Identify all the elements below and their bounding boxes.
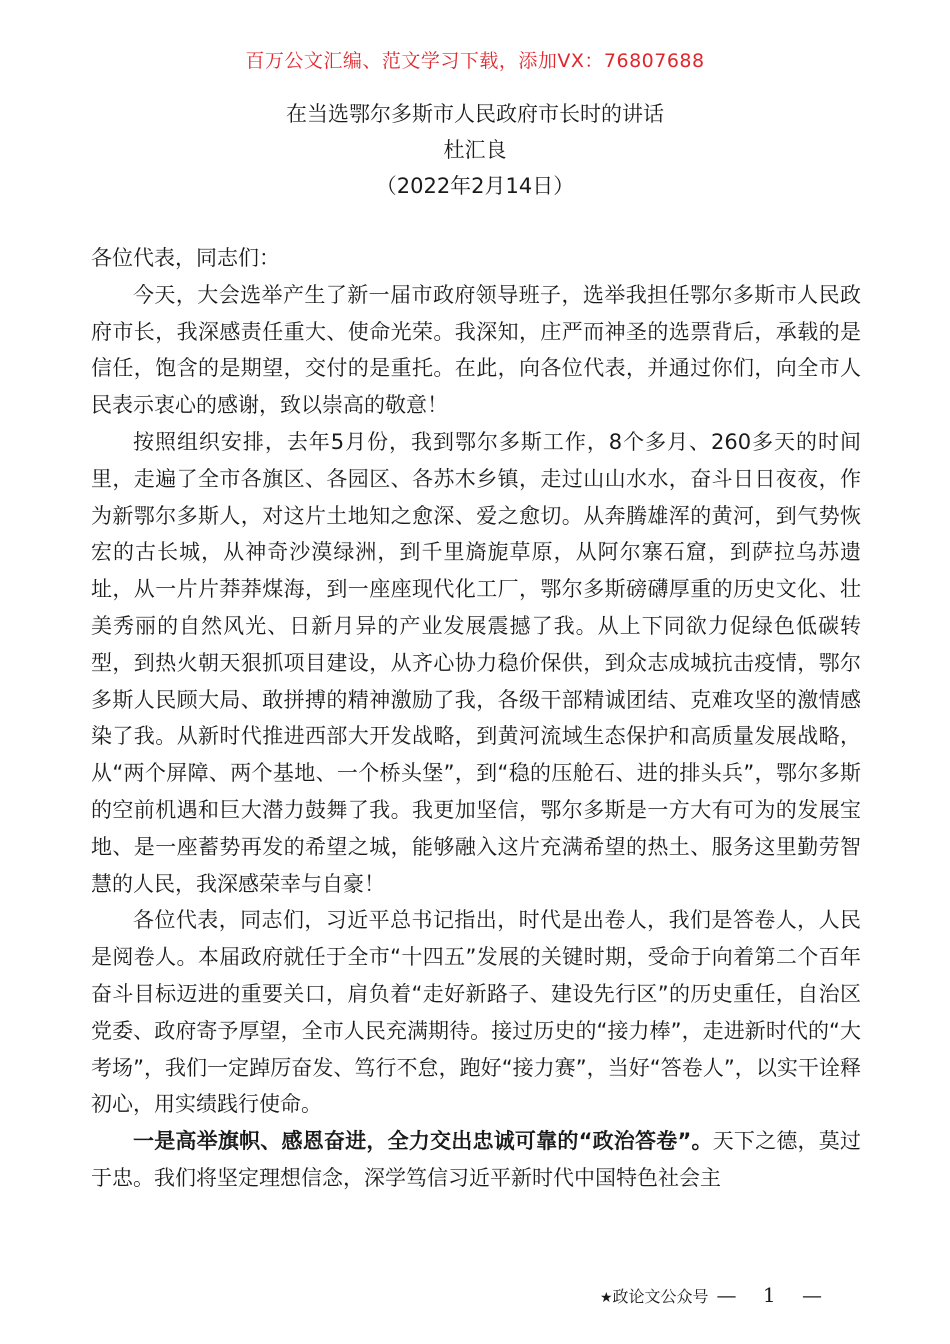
paragraph-2: 按照组织安排，去年5月份，我到鄂尔多斯工作，8个多月、260多天的时间里，走遍了全市各旗区、各园区、各苏木乡镇，走过山山水水，奋斗日日夜夜，作为新鄂尔多斯人，对这片土地知之愈深、爱之愈切。从奔腾雄浑的黄河，到气势恢宏的古长城，从神奇沙漠绿洲，到千里旖旎草原，从阿尔寨石窟，到萨拉乌苏遗址，从一片片莽莽煤海，到一座座现代化工厂，鄂尔多斯磅礴厚重的历史文化、壮美秀丽的自然风光、日新月异的产业发展震撼了我。从上下同欲力促绿色低碳转型，到热火朝天狠抓项目建设，从齐心协力稳价保供，到众志成城抗击疫情，鄂尔多斯人民顾大局、敢拼搏的精神激励了我，各级干部精诚团结、克难攻坚的激情感染了我。从新时代推进西部大开发战略，到黄河流域生态保护和高质量发展战略，从“两个屏障、两个基地、一个桥头堡”，到“稳的压舱石、进的排头兵”，鄂尔多斯的空前机遇和巨大潜力鼓舞了我。我更加坚信，鄂尔多斯是一方大有可为的发展宝地、是一座蓄势再发的希望之城，能够融入这片充满希望的热土、服务这里勤劳智慧的人民，我深感荣幸与自豪！ [91,429,861,896]
star-icon: ★ [599,1289,613,1306]
salutation: 各位代表，同志们： [91,246,280,270]
speech-body [91,240,861,1197]
paragraph-4 [91,1123,861,1197]
page-footer [600,1283,832,1307]
paragraph-4-heading: 一是高举旗帜、感恩奋进，全力交出忠诚可靠的“政治答卷”。 [133,1129,713,1154]
speech-date: （2022年2月14日） [375,174,575,198]
page-number: — 1 — [716,1283,832,1307]
speech-title: 在当选鄂尔多斯市人民政府市长时的讲话 [286,102,664,126]
title-block [0,96,950,204]
paragraph-1: 今天，大会选举产生了新一届市政府领导班子，选举我担任鄂尔多斯市人民政府市长，我深感责任重大、使命光荣。我深知，庄严而神圣的选票背后，承载的是信任，饱含的是期望，交付的是重托。在此，向各位代表，并通过你们，向全市人民表示衷心的感谢，致以崇高的敬意！ [91,282,861,418]
paragraph-4-text: 天下之德，莫过于忠。我们将坚定理想信念，深学笃信习近平新时代中国特色社会主 [91,1129,861,1190]
footer-source: 政论文公众号 [612,1286,709,1306]
paragraph-3: 各位代表，同志们，习近平总书记指出，时代是出卷人，我们是答卷人，人民是阅卷人。本届政府就任于全市“十四五”发展的关键时期，受命于向着第二个百年奋斗目标迈进的重要关口，肩负着“走好新路子、建设先行区”的历史重任，自治区党委、政府寄予厚望，全市人民充满期待。接过历史的“接力棒”，走进新时代的“大考场”，我们一定踔厉奋发、笃行不怠，跑好“接力赛”，当好“答卷人”，以实干诠释初心，用实绩践行使命。 [91,908,861,1117]
speaker-name: 杜汇良 [443,138,507,162]
promo-banner: 百万公文汇编、范文学习下载，添加VX：76807688 [245,50,705,72]
